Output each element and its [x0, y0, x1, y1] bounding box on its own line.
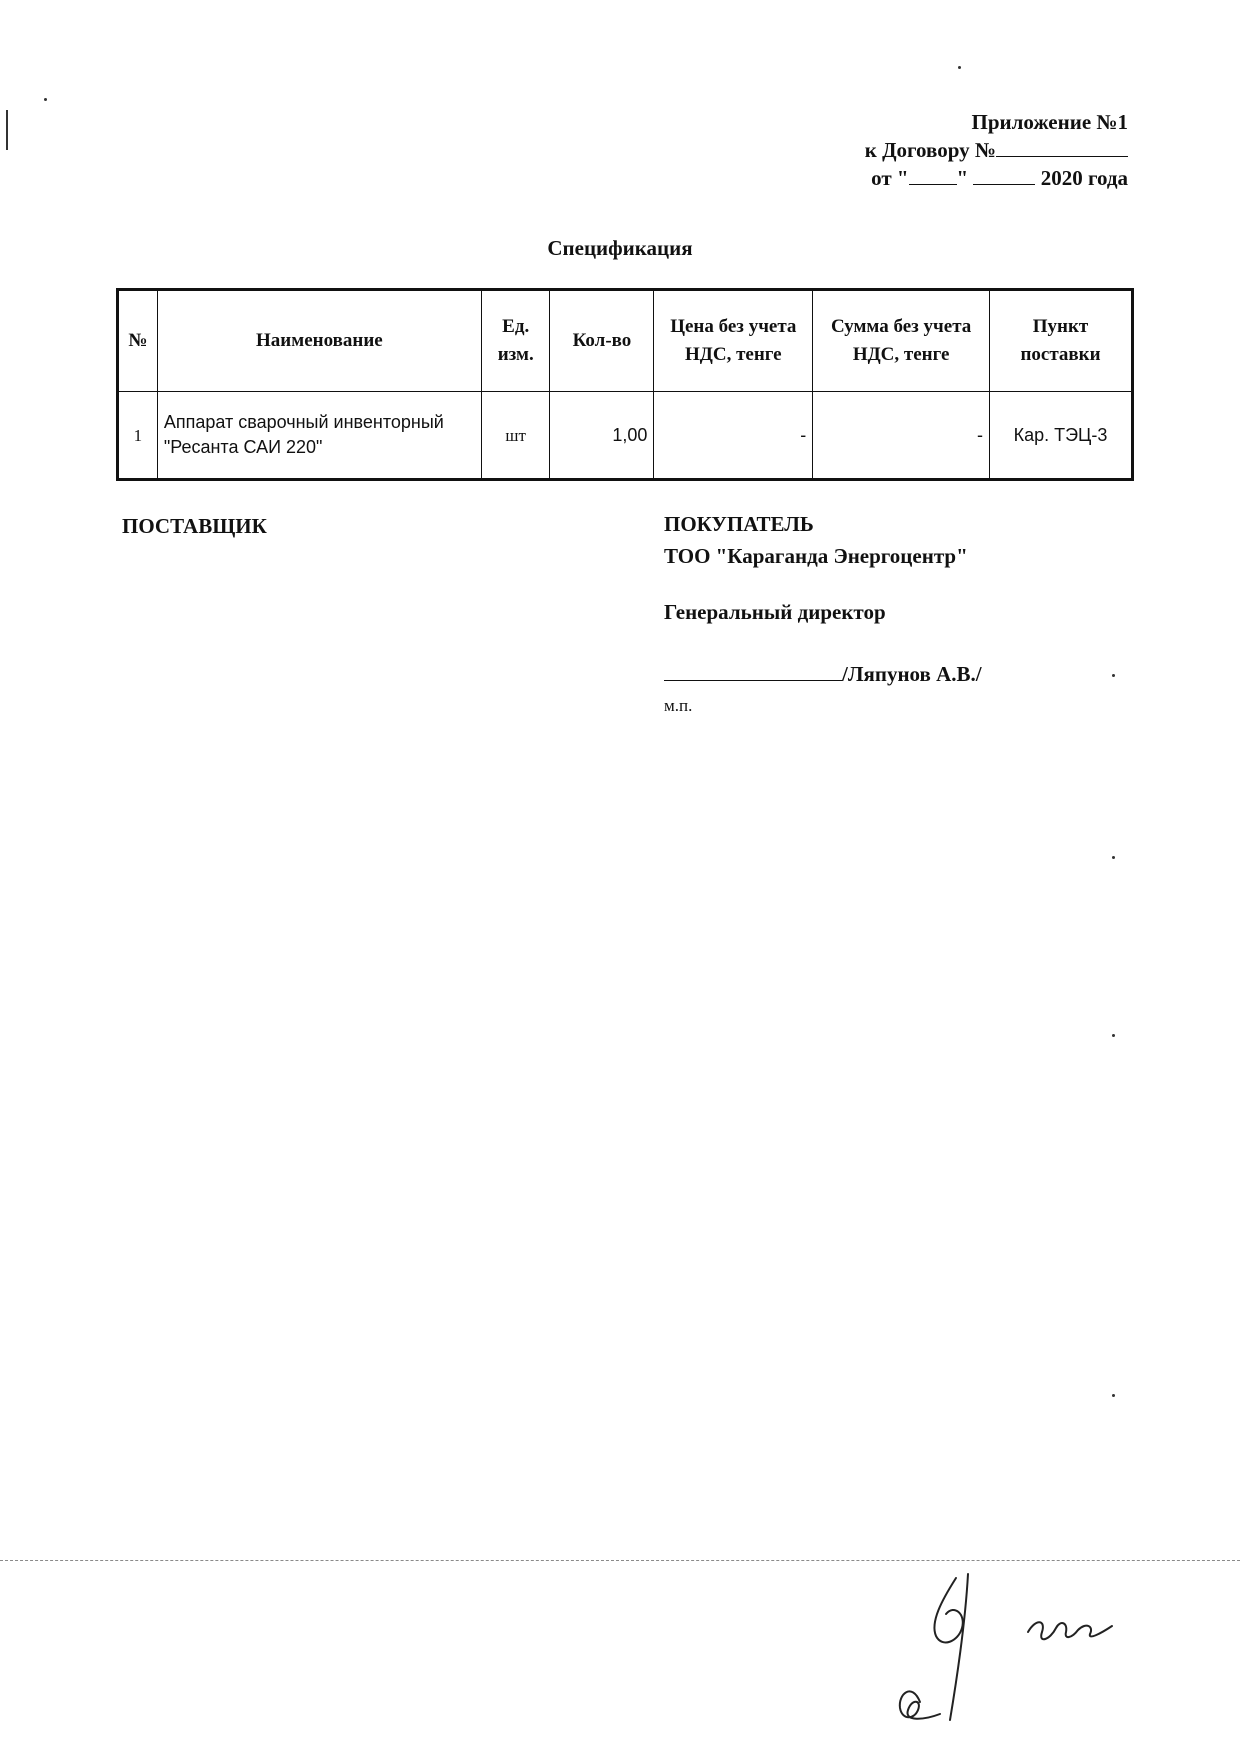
scan-speck — [1112, 856, 1115, 859]
annex-number: Приложение №1 — [971, 110, 1128, 134]
buyer-block — [664, 508, 968, 572]
supplier-label: ПОСТАВЩИК — [122, 514, 267, 538]
scan-speck — [44, 98, 47, 101]
buyer-label: ПОКУПАТЕЛЬ — [664, 512, 814, 536]
cell-delivery-point: Кар. ТЭЦ-3 — [990, 392, 1133, 480]
header-qty: Кол-во — [550, 290, 654, 392]
contract-date-line — [865, 164, 1128, 192]
scan-speck — [1112, 1034, 1115, 1037]
table-row — [118, 392, 1133, 480]
scan-edge-line — [0, 1560, 1240, 1561]
page-title: Спецификация — [547, 236, 693, 260]
cell-price: - — [654, 392, 813, 480]
header-delivery-point: Пункт поставки — [990, 290, 1133, 392]
handwritten-signature — [850, 1570, 1180, 1740]
date-close-quote: " — [956, 166, 969, 190]
contract-number-line — [865, 136, 1128, 164]
buyer-company: ТОО "Караганда Энергоцентр" — [664, 544, 968, 568]
signatory-name: /Ляпунов А.В./ — [842, 662, 982, 686]
scan-speck — [1112, 1394, 1115, 1397]
header-name: Наименование — [157, 290, 481, 392]
header-price: Цена без учета НДС, тенге — [654, 290, 813, 392]
scan-speck — [958, 66, 961, 69]
specification-table — [116, 288, 1134, 481]
header-no: № — [118, 290, 158, 392]
header-sum: Сумма без учета НДС, тенге — [813, 290, 990, 392]
scan-speck — [1112, 674, 1115, 677]
buyer-position: Генеральный директор — [664, 600, 886, 624]
header-unit: Ед. изм. — [481, 290, 550, 392]
signature-blank — [664, 660, 842, 681]
contract-number-blank — [996, 136, 1128, 157]
cell-qty: 1,00 — [550, 392, 654, 480]
cell-no: 1 — [118, 392, 158, 480]
table-header-row — [118, 290, 1133, 392]
cell-name: Аппарат сварочный инвенторный "Ресанта САИ 220" — [157, 392, 481, 480]
contract-label: к Договору № — [864, 138, 996, 162]
date-open-quote: от " — [871, 166, 909, 190]
annex-header — [865, 108, 1128, 192]
cell-unit: шт — [481, 392, 550, 480]
date-month-blank — [973, 164, 1035, 185]
scan-speck — [6, 110, 8, 150]
signature-line — [664, 660, 982, 687]
stamp-mark: м.п. — [664, 696, 693, 715]
cell-sum: - — [813, 392, 990, 480]
date-year: 2020 года — [1040, 166, 1128, 190]
date-day-blank — [909, 164, 957, 185]
